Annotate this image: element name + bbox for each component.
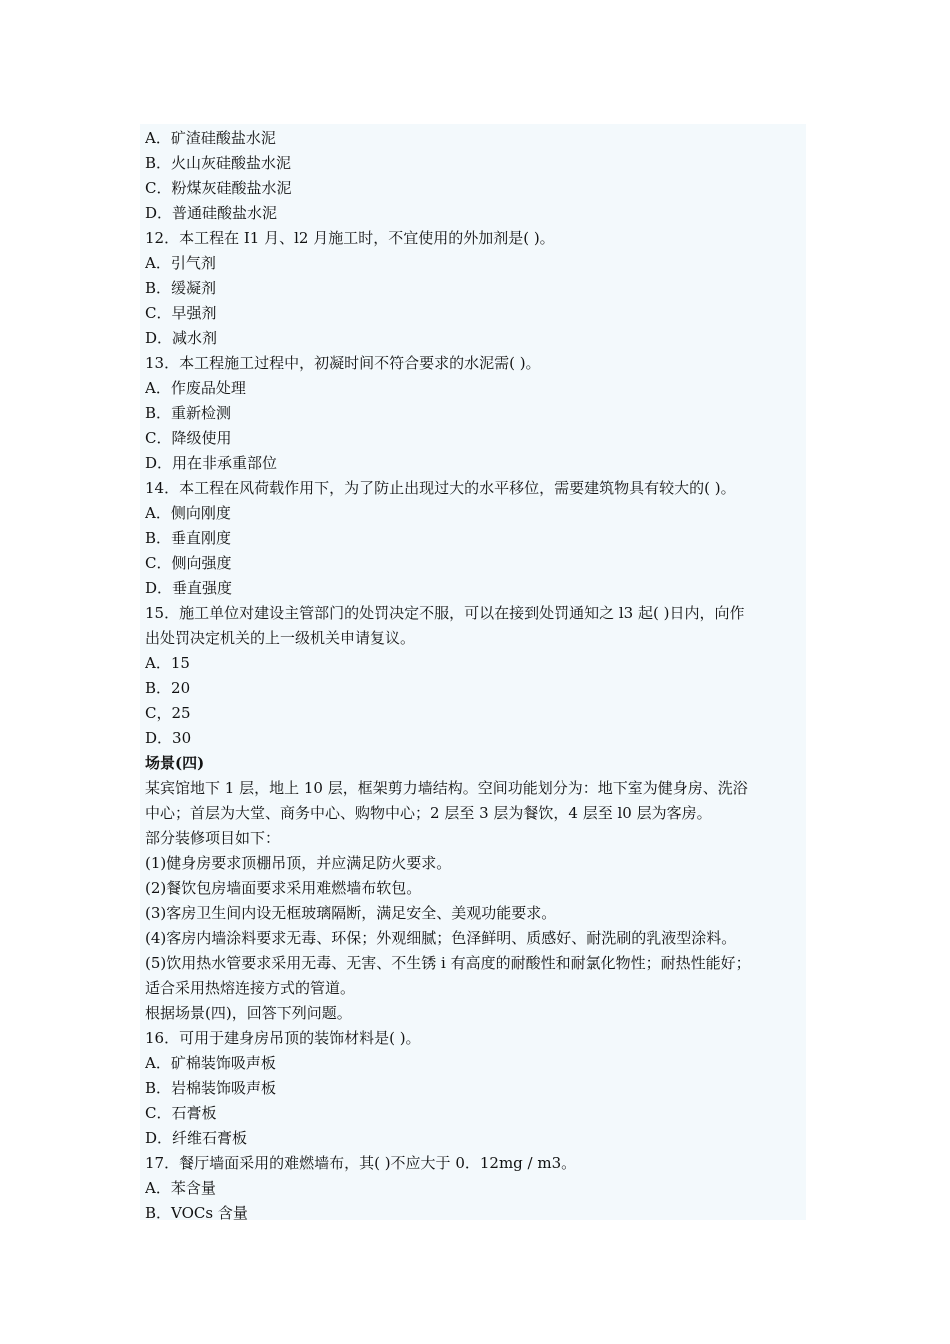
text-line: A．引气剂 (145, 254, 216, 272)
text-line: 16．可用于建身房吊顶的装饰材料是( )。 (145, 1029, 421, 1047)
text-line: A．苯含量 (145, 1179, 216, 1197)
text-line: D．普通硅酸盐水泥 (145, 204, 278, 222)
text-line: (1)健身房要求顶棚吊顶，并应满足防火要求。 (145, 854, 452, 872)
text-line: A．矿渣硅酸盐水泥 (145, 129, 276, 147)
text-line: 部分装修项目如下： (145, 829, 281, 847)
text-line: A．作废品处理 (145, 379, 246, 397)
text-line: 15．施工单位对建设主管部门的处罚决定不服，可以在接到处罚通知之 l3 起( )日内，向作 (145, 604, 745, 622)
text-line: (4)客房内墙涂料要求无毒、环保；外观细腻；色泽鲜明、质感好、耐洗刷的乳液型涂料。 (145, 929, 737, 947)
text-line: 根据场景(四)，回答下列问题。 (145, 1004, 352, 1022)
text-line: 适合采用热熔连接方式的管道。 (145, 979, 356, 997)
text-line: 12．本工程在 I1 月、l2 月施工时，不宜使用的外加剂是( )。 (145, 229, 555, 247)
text-line: 14．本工程在风荷载作用下，为了防止出现过大的水平移位，需要建筑物具有较大的( )。 (145, 479, 736, 497)
text-line: C．粉煤灰硅酸盐水泥 (145, 179, 292, 197)
text-line: A．15 (145, 654, 190, 672)
text-line: A．侧向刚度 (145, 504, 231, 522)
text-line: (2)餐饮包房墙面要求采用难燃墙布软包。 (145, 879, 422, 897)
text-line: (3)客房卫生间内设无框玻璃隔断，满足安全、美观功能要求。 (145, 904, 557, 922)
text-line: B．重新检测 (145, 404, 232, 422)
text-line: 13．本工程施工过程中，初凝时间不符合要求的水泥需( )。 (145, 354, 541, 372)
text-line: C．降级使用 (145, 429, 232, 447)
text-line: 17．餐厅墙面采用的难燃墙布，其( )不应大于 0．12mg / m3。 (145, 1154, 577, 1172)
text-line: A．矿棉装饰吸声板 (145, 1054, 276, 1072)
text-line: B．岩棉装饰吸声板 (145, 1079, 277, 1097)
text-line: D．垂直强度 (145, 579, 233, 597)
text-line: B．垂直刚度 (145, 529, 232, 547)
text-line: 某宾馆地下 1 层，地上 10 层，框架剪力墙结构。空间功能划分为：地下室为健身房、洗浴 (145, 779, 748, 797)
text-line: C．石膏板 (145, 1104, 217, 1122)
document-body (140, 124, 806, 1220)
text-line: B．20 (145, 679, 191, 697)
text-line: B．VOCs 含量 (145, 1204, 248, 1222)
text-line: B．火山灰硅酸盐水泥 (145, 154, 292, 172)
text-line: D．纤维石膏板 (145, 1129, 248, 1147)
section-heading: 场景(四) (145, 754, 205, 772)
text-line: C．侧向强度 (145, 554, 232, 572)
text-line: C，25 (145, 704, 191, 722)
text-line: 中心；首层为大堂、商务中心、购物中心；2 层至 3 层为餐饮，4 层至 l0 层为客房。 (145, 804, 712, 822)
text-line: C．早强剂 (145, 304, 217, 322)
text-line: D．用在非承重部位 (145, 454, 278, 472)
text-line: D．减水剂 (145, 329, 218, 347)
text-line: D．30 (145, 729, 192, 747)
text-line: (5)饮用热水管要求采用无毒、无害、不生锈 i 有高度的耐酸性和耐氯化物性；耐热性能好； (145, 954, 751, 972)
text-line: 出处罚决定机关的上一级机关申请复议。 (145, 629, 416, 647)
text-line: B．缓凝剂 (145, 279, 217, 297)
